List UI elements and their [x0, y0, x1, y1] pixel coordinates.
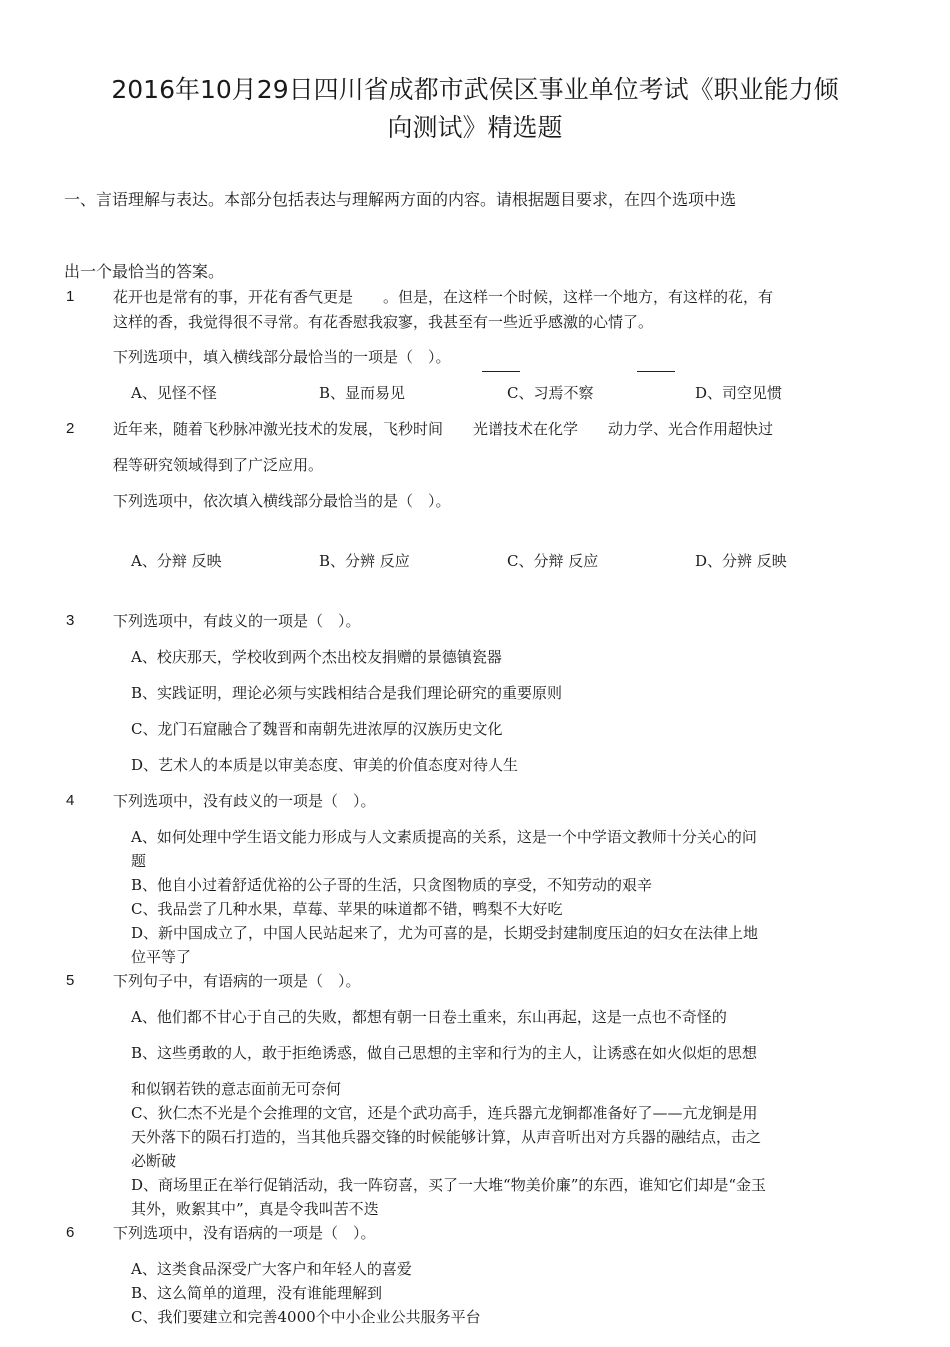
option-d: D、分辨 反映 [695, 552, 787, 570]
question-number: 5 [66, 972, 75, 989]
question-prompt: 下列选项中，有歧义的一项是（ ）。 [113, 612, 361, 630]
option-d-continued: 位平等了 [131, 948, 192, 966]
option-c: C、狄仁杰不光是个会推理的文官，还是个武功高手，连兵器亢龙锏都准备好了——亢龙锏是用 [131, 1104, 758, 1122]
option-a: A、见怪不怪 [131, 384, 217, 402]
option-a: A、这类食品深受广大客户和年轻人的喜爱 [131, 1260, 412, 1278]
option-b: B、分辨 反应 [319, 552, 410, 570]
option-d: D、新中国成立了，中国人民站起来了，尤为可喜的是，长期受封建制度压迫的妇女在法律上地 [131, 924, 759, 942]
document-title-line-1: 2016年10月29日四川省成都市武侯区事业单位考试《职业能力倾 [111, 75, 839, 104]
option-c: C、我品尝了几种水果，草莓、苹果的味道都不错，鸭梨不大好吃 [131, 900, 563, 918]
document-title-line-2: 向测试》精选题 [387, 113, 563, 142]
question-number: 2 [66, 420, 75, 437]
option-d: D、艺术人的本质是以审美态度、审美的价值态度对待人生 [131, 756, 519, 774]
section-intro-line-1: 一、言语理解与表达。本部分包括表达与理解两方面的内容。请根据题目要求，在四个选项中选 [64, 190, 737, 209]
option-c: C、龙门石窟融合了魏晋和南朝先进浓厚的汉族历史文化 [131, 720, 503, 738]
option-c: C、分辩 反应 [507, 552, 599, 570]
question-number: 4 [66, 792, 75, 809]
option-a: A、如何处理中学生语文能力形成与人文素质提高的关系，这是一个中学语文教师十分关心的问 [131, 828, 757, 846]
option-c-continued: 必断破 [131, 1152, 177, 1170]
question-prompt: 下列选项中，没有语病的一项是（ ）。 [113, 1224, 376, 1242]
option-b: B、这么简单的道理，没有谁能理解到 [131, 1284, 383, 1302]
option-b: B、显而易见 [319, 384, 406, 402]
option-b: B、这些勇敢的人，敢于拒绝诱惑，做自己思想的主宰和行为的主人，让诱惑在如火似炬的思想 [131, 1044, 758, 1062]
option-d: D、商场里正在举行促销活动，我一阵窃喜，买了一大堆“物美价廉”的东西，谁知它们却是“金玉 [131, 1176, 767, 1194]
option-a: A、校庆那天，学校收到两个杰出校友捐赠的景德镇瓷器 [131, 648, 502, 666]
option-b: B、他自小过着舒适优裕的公子哥的生活，只贪图物质的享受，不知劳动的艰辛 [131, 876, 653, 894]
question-number: 3 [66, 612, 75, 629]
option-b-continued: 和似钢若铁的意志面前无可奈何 [131, 1080, 342, 1098]
option-a: A、分辩 反映 [131, 552, 222, 570]
question-prompt: 下列选项中，没有歧义的一项是（ ）。 [113, 792, 376, 810]
option-d-continued: 其外，败絮其中”，真是令我叫苦不迭 [131, 1200, 379, 1218]
option-c: C、我们要建立和完善4000个中小企业公共服务平台 [131, 1308, 481, 1326]
answer-blank-line [482, 371, 520, 372]
section-intro-line-2: 出一个最恰当的答案。 [64, 262, 225, 281]
question-prompt: 下列选项中，依次填入横线部分最恰当的是（ ）。 [113, 492, 451, 510]
question-number: 6 [66, 1224, 75, 1241]
option-b: B、实践证明，理论必须与实践相结合是我们理论研究的重要原则 [131, 684, 563, 702]
question-text-line: 这样的香，我觉得很不寻常。有花香慰我寂寥，我甚至有一些近乎感激的心情了。 [113, 313, 654, 331]
answer-blank-line [637, 371, 675, 372]
option-c: C、习焉不察 [507, 384, 594, 402]
option-a: A、他们都不甘心于自己的失败，都想有朝一日卷土重来，东山再起，这是一点也不奇怪的 [131, 1008, 727, 1026]
option-d: D、司空见惯 [695, 384, 783, 402]
option-a-continued: 题 [131, 852, 147, 870]
option-c-continued: 天外落下的陨石打造的，当其他兵器交锋的时候能够计算，从声音听出对方兵器的融结点，击之 [131, 1128, 762, 1146]
question-number: 1 [66, 288, 75, 305]
question-text-line: 花开也是常有的事，开花有香气更是 。但是，在这样一个时候，这样一个地方，有这样的花，有 [113, 288, 774, 306]
question-text-line: 近年来，随着飞秒脉冲激光技术的发展，飞秒时间 光谱技术在化学 动力学、光合作用超快过 [113, 420, 774, 438]
question-prompt: 下列句子中，有语病的一项是（ ）。 [113, 972, 361, 990]
question-prompt: 下列选项中，填入横线部分最恰当的一项是（ ）。 [113, 348, 451, 366]
question-text-line: 程等研究领域得到了广泛应用。 [113, 456, 324, 474]
